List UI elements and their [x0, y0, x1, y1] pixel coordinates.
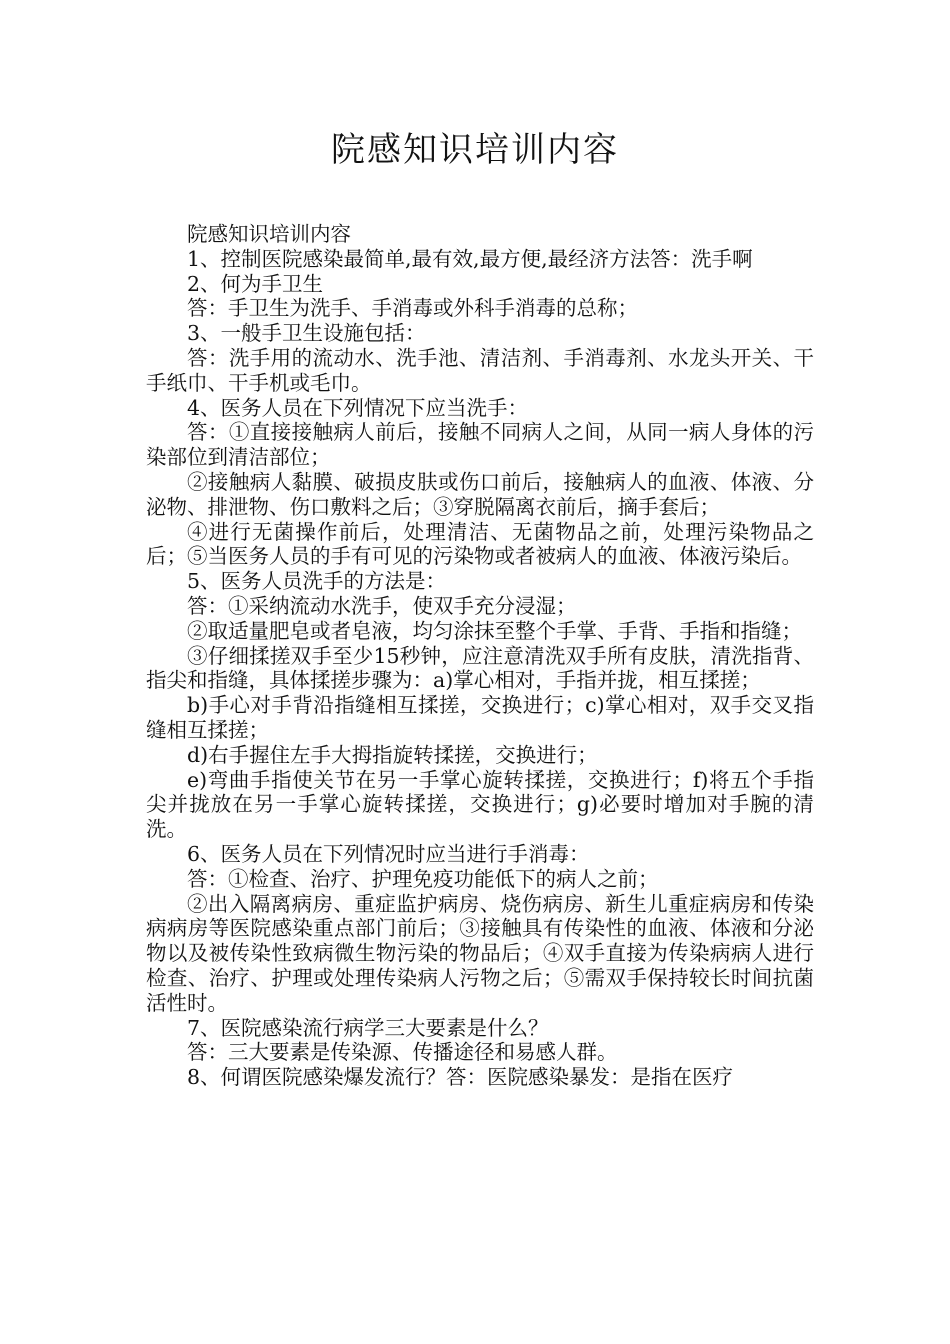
paragraph: 5、医务人员洗手的方法是：	[187, 569, 447, 594]
document-body	[146, 222, 814, 1090]
paragraph: b)手心对手背沿指缝相互揉搓，交换进行；c)掌心相对，双手交叉指缝相互揉搓；	[146, 693, 814, 742]
paragraph: 7、医院感染流行病学三大要素是什么？	[187, 1015, 549, 1040]
paragraph: 8、何谓医院感染爆发流行？答：医院感染暴发：是指在医疗	[187, 1065, 734, 1090]
paragraph: 院感知识培训内容	[187, 222, 351, 246]
paragraph: ②接触病人黏膜、破损皮肤或伤口前后，接触病人的血液、体液、分泌物、排泄物、伤口敷料之后；③穿脱隔离衣前后，摘手套后；	[146, 469, 814, 519]
paragraph: ④进行无菌操作前后，处理清洁、无菌物品之前，处理污染物品之后；⑤当医务人员的手有可见的污染物或者被病人的血液、体液污染后。	[146, 519, 814, 569]
paragraph: ②出入隔离病房、重症监护病房、烧伤病房、新生儿重症病房和传染病病房等医院感染重点部门前后；③接触具有传染性的血液、体液和分泌物以及被传染性致病微生物污染的物品后；④双手直接为传染病病人进行检查、治疗、护理或处理传染病人污物之后；⑤需双手保持较长时间抗菌活性时。	[146, 891, 814, 1015]
paragraph: 2、何为手卫生	[187, 271, 324, 296]
paragraph: 答：洗手用的流动水、洗手池、清洁剂、手消毒剂、水龙头开关、干手纸巾、干手机或毛巾。	[146, 345, 814, 395]
paragraph: 答：①直接接触病人前后，接触不同病人之间，从同一病人身体的污染部位到清洁部位；	[146, 420, 814, 470]
paragraph: e)弯曲手指使关节在另一手掌心旋转揉搓，交换进行；f)将五个手指尖并拢放在另一手掌心旋转揉搓，交换进行；g)必要时增加对手腕的清洗。	[146, 767, 814, 842]
document-title: 院感知识培训内容	[331, 130, 619, 170]
paragraph: 3、一般手卫生设施包括：	[187, 321, 426, 346]
paragraph: d)右手握住左手大拇指旋转揉搓，交换进行；	[187, 742, 598, 767]
paragraph: ③仔细揉搓双手至少15秒钟，应注意清洗双手所有皮肤，清洗指背、指尖和指缝，具体揉搓步骤为：a)掌心相对，手指并拢，相互揉搓；	[146, 643, 814, 693]
paragraph: 6、医务人员在下列情况时应当进行手消毒：	[187, 841, 590, 866]
paragraph: 答：手卫生为洗手、手消毒或外科手消毒的总称；	[187, 296, 638, 321]
paragraph: 答：①采纳流动水洗手，使双手充分浸湿；	[187, 593, 577, 618]
paragraph: 答：三大要素是传染源、传播途径和易感人群。	[187, 1040, 618, 1065]
paragraph: 4、医务人员在下列情况下应当洗手：	[187, 395, 529, 420]
paragraph: 1、控制医院感染最简单,最有效,最方便,最经济方法答：洗手啊	[187, 246, 753, 271]
paragraph: ②取适量肥皂或者皂液，均匀涂抹至整个手掌、手背、手指和指缝；	[187, 618, 802, 643]
paragraph: 答：①检查、治疗、护理免疫功能低下的病人之前；	[187, 866, 659, 891]
